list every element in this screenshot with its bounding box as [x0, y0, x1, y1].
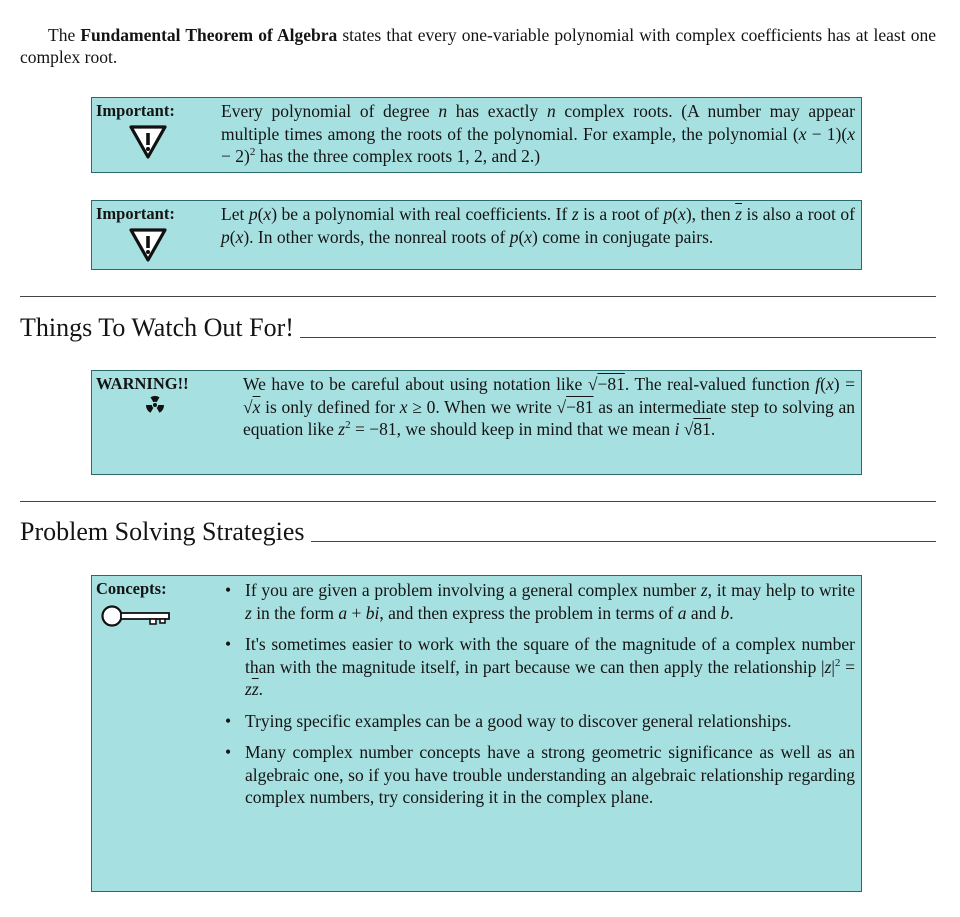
warning-triangle-icon — [128, 124, 168, 160]
concepts-box — [91, 575, 862, 892]
strategy-list — [225, 579, 855, 809]
intro-paragraph: The Fundamental Theorem of Algebra states that every one-variable polynomial with complex coefficients has at least one complex root. — [20, 25, 936, 67]
important-label: Important: — [96, 101, 175, 120]
concepts-list-wrapper — [225, 579, 855, 818]
strategy-item: • It's sometimes easier to work with the square of the magnitude of a complex number than with the magnitude itself, in part because we can then apply the relationship $|z|^2 = z\overline{z}$. — [225, 633, 855, 701]
warning-label: WARNING!! — [96, 374, 189, 393]
section-heading-watch-out — [20, 311, 936, 343]
important-box-2 — [91, 200, 862, 270]
important-label: Important: — [96, 204, 175, 223]
strategy-item: • Trying specific examples can be a good way to discover general relationships. — [225, 710, 855, 733]
strategy-item: • Many complex number concepts have a strong geometric significance as well as an algebraic one, so if you have trouble understanding an algebraic relationship regarding complex numbers, try considering it in the complex plane. — [225, 741, 855, 809]
section-heading-strategies — [20, 515, 936, 547]
warning-box — [91, 370, 862, 475]
section-divider — [20, 501, 936, 502]
important-text-2: Let p(x) be a polynomial with real coefficients. If z is a root of p(x), then $\overline{z}$ is also a root of p(x). In other words, the nonreal roots of p(x) come in conjugate pairs. — [221, 204, 855, 247]
key-icon — [100, 604, 174, 628]
section-title: Problem Solving Strategies — [20, 517, 305, 546]
warning-text: We have to be careful about using notation like √−81. The real-valued function f(x) = √x is only defined for x ≥ 0. When we write √−81 as an intermediate step to solving an equation like $z^2 = -81$, we should keep in mind that we mean i √81. — [243, 374, 856, 439]
strategy-item: • If you are given a problem involving a general complex number z, it may help to write z in the form a + bi, and then express the problem in terms of a and b. — [225, 579, 855, 624]
section-divider — [20, 296, 936, 297]
concepts-label: Concepts: — [96, 579, 167, 598]
important-text-1: Every polynomial of degree n has exactly n complex roots. (A number may appear multiple times among the roots of the polynomial. For example, the polynomial $(x - 1)(x - 2)^2$ has the three complex roots 1, 2, and 2.) — [221, 101, 855, 166]
radiation-hazard-icon — [145, 395, 165, 415]
warning-triangle-icon — [128, 227, 168, 263]
z-conjugate: $\overline{z}$ — [735, 204, 742, 224]
section-title: Things To Watch Out For! — [20, 313, 294, 342]
theorem-name: Fundamental Theorem of Algebra — [80, 25, 338, 45]
important-box-1 — [91, 97, 862, 173]
